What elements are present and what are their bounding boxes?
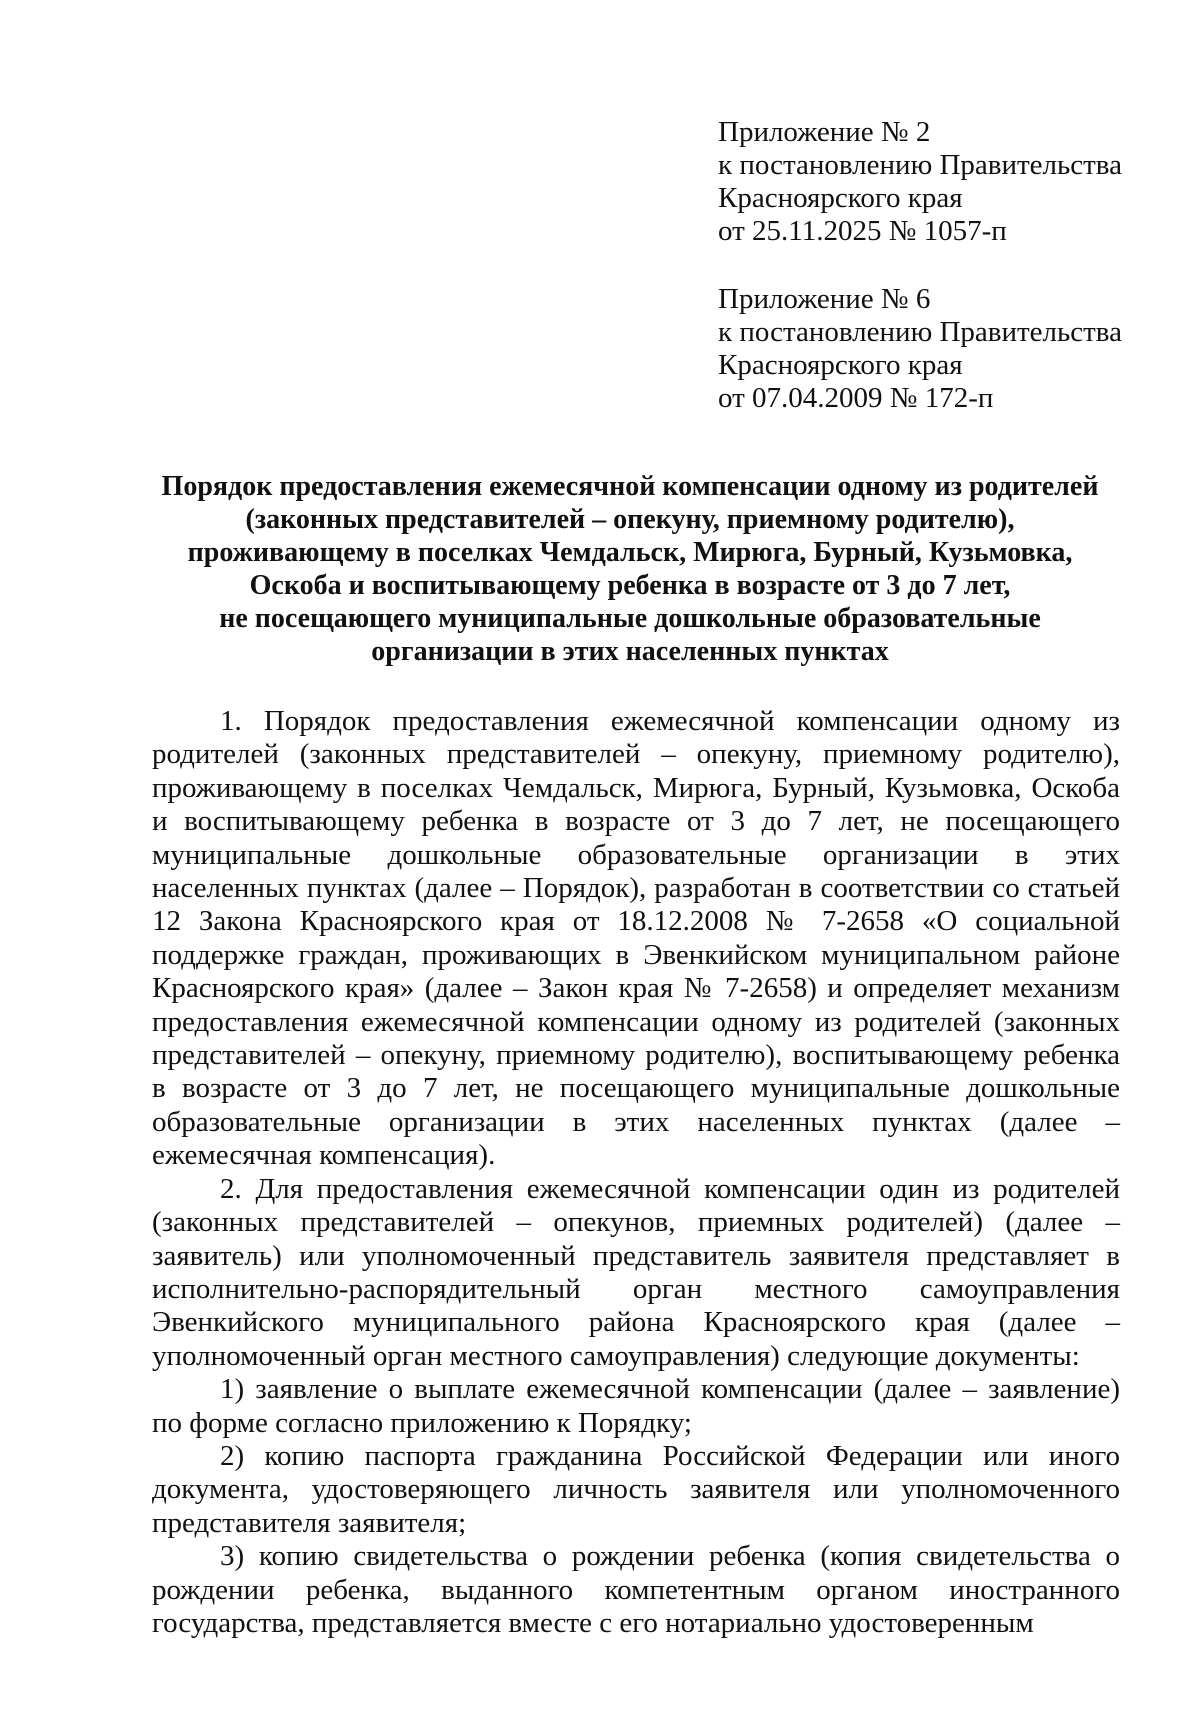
- appendix-current-header: [718, 116, 1122, 248]
- appendix-line: Приложение № 6: [718, 283, 931, 315]
- appendix-line: Красноярского края: [718, 182, 963, 214]
- appendix-line: от 25.11.2025 № 1057-п: [718, 215, 1007, 247]
- title-line: Оскоба и воспитывающему ребенка в возрасте от 3 до 7 лет,: [249, 570, 1011, 601]
- appendix-line: к постановлению Правительства: [718, 149, 1122, 181]
- title-line: организации в этих населенных пунктах: [371, 636, 889, 667]
- paragraph-2: 2. Для предоставления ежемесячной компенсации один из родителей (законных представителей – опекунов, приемных родителей) (далее – заявитель) или уполномоченный представитель заявителя представляет в исполнительно-распорядительный орган местного самоуправления Эвенкийского муниципального района Красноярского края (далее – уполномоченный орган местного самоуправления) следующие документы:: [152, 1172, 1120, 1372]
- title-line: (законных представителей – опекуну, приемному родителю),: [245, 504, 1015, 535]
- paragraph-2-item-2: 2) копию паспорта гражданина Российской Федерации или иного документа, удостоверяющего личность заявителя или уполномоченного представителя заявителя;: [152, 1439, 1120, 1539]
- document-title: [140, 470, 1120, 668]
- paragraph-2-item-1: 1) заявление о выплате ежемесячной компенсации (далее – заявление) по форме согласно приложению к Порядку;: [152, 1373, 1120, 1439]
- appendix-line: к постановлению Правительства: [718, 316, 1122, 348]
- title-line: проживающему в поселках Чемдальск, Мирюга, Бурный, Кузьмовка,: [187, 537, 1073, 568]
- document-body: [152, 705, 1120, 1640]
- paragraph-2-item-3: 3) копию свидетельства о рождении ребенка (копия свидетельства о рождении ребенка, выданного компетентным органом иностранного государства, представляется вместе с его нотариально удостоверенным: [152, 1540, 1120, 1639]
- title-line: не посещающего муниципальные дошкольные образовательные: [219, 603, 1041, 634]
- appendix-line: Приложение № 2: [718, 116, 931, 148]
- appendix-previous-header: [718, 283, 1122, 415]
- title-line: Порядок предоставления ежемесячной компенсации одному из родителей: [161, 471, 1099, 502]
- appendix-line: от 07.04.2009 № 172-п: [718, 382, 994, 414]
- appendix-line: Красноярского края: [718, 349, 963, 381]
- paragraph-1: 1. Порядок предоставления ежемесячной компенсации одному из родителей (законных представителей – опекуну, приемному родителю), проживающему в поселках Чемдальск, Мирюга, Бурный, Кузьмовка, Оскоба и воспитывающему ребенка в возрасте от 3 до 7 лет, не посещающего муниципальные дошкольные образовательные организации в этих населенных пунктах (далее – Порядок), разработан в соответствии со статьей 12 Закона Красноярского края от 18.12.2008 № 7-2658 «О социальной поддержке граждан, проживающих в Эвенкийском муниципальном районе Красноярского края» (далее – Закон края № 7-2658) и определяет механизм предоставления ежемесячной компенсации одному из родителей (законных представителей – опекуну, приемному родителю), воспитывающему ребенка в возрасте от 3 до 7 лет, не посещающего муниципальные дошкольные образовательные организации в этих населенных пунктах (далее – ежемесячная компенсация).: [152, 705, 1120, 1172]
